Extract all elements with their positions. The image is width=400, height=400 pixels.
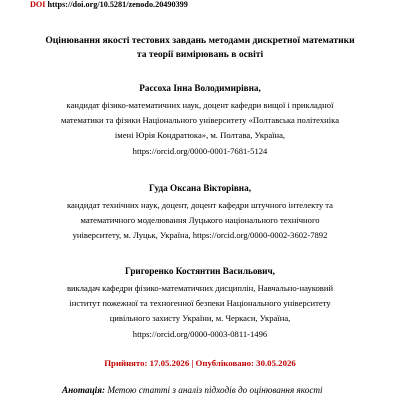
author-affiliation — [20, 281, 380, 342]
affiliation-line: викладач кафедри фізико-математичних дисциплін, Навчально-науковий — [66, 283, 334, 293]
author-block-1 — [20, 82, 380, 159]
author-affiliation — [20, 198, 380, 244]
publication-dates: Прийнято: 17.05.2026 | Опубліковано: 30.05.2026 — [104, 358, 296, 368]
paper-title — [20, 34, 380, 62]
affiliation-line: інститут пожежної та техногенної безпеки Національного університету — [69, 298, 331, 309]
doi-line — [30, 0, 188, 9]
orcid-link[interactable]: https://orcid.org/0000-0003-0811-1496 — [132, 328, 268, 339]
affiliation-line: цивільного захисту України, м. Черкаси, Україна, — [109, 313, 291, 324]
paper-title-line-1: Оцінювання якості тестових завдань методами дискретної математики — [45, 35, 355, 46]
affiliation-line-with-orcid[interactable]: університету, м. Луцьк, Україна, https://orcid.org/0000-0002-3602-7892 — [72, 230, 328, 241]
affiliation-line: імені Юрія Кондратюка», м. Полтава, Україна, — [114, 130, 286, 141]
paper-title-line-2: та теорії вимірювань в освіті — [136, 49, 264, 60]
abstract-text: Метою статті з аналіз підходів до оцінювання якості — [107, 385, 323, 395]
affiliation-line: математичного моделювання Луцького національного технічного — [80, 215, 320, 226]
author-name: Рассоха Інна Володимирівна, — [139, 83, 261, 93]
doi-link[interactable]: https://doi.org/10.5281/zenodo.20490399 — [47, 0, 188, 9]
doi-label: DOI — [30, 0, 46, 9]
affiliation-line: кандидат фізико-математичних наук, доцент кафедри вищої і прикладної — [66, 100, 334, 110]
affiliation-line: математики та фізики Національного університету «Полтавська політехніка — [60, 115, 340, 126]
author-affiliation — [20, 98, 380, 159]
abstract-label: Анотація: — [62, 385, 106, 395]
author-name: Гуда Оксана Вікторівна, — [149, 183, 251, 193]
abstract-line — [62, 385, 323, 395]
orcid-link[interactable]: https://orcid.org/0000-0001-7681-5124 — [132, 145, 268, 156]
affiliation-line: кандидат технічних наук, доцент, доцент кафедри штучного інтелекту та — [67, 200, 333, 210]
author-name: Григоренко Костянтин Васильович, — [125, 266, 275, 276]
author-block-2 — [20, 182, 380, 244]
author-block-3 — [20, 265, 380, 342]
